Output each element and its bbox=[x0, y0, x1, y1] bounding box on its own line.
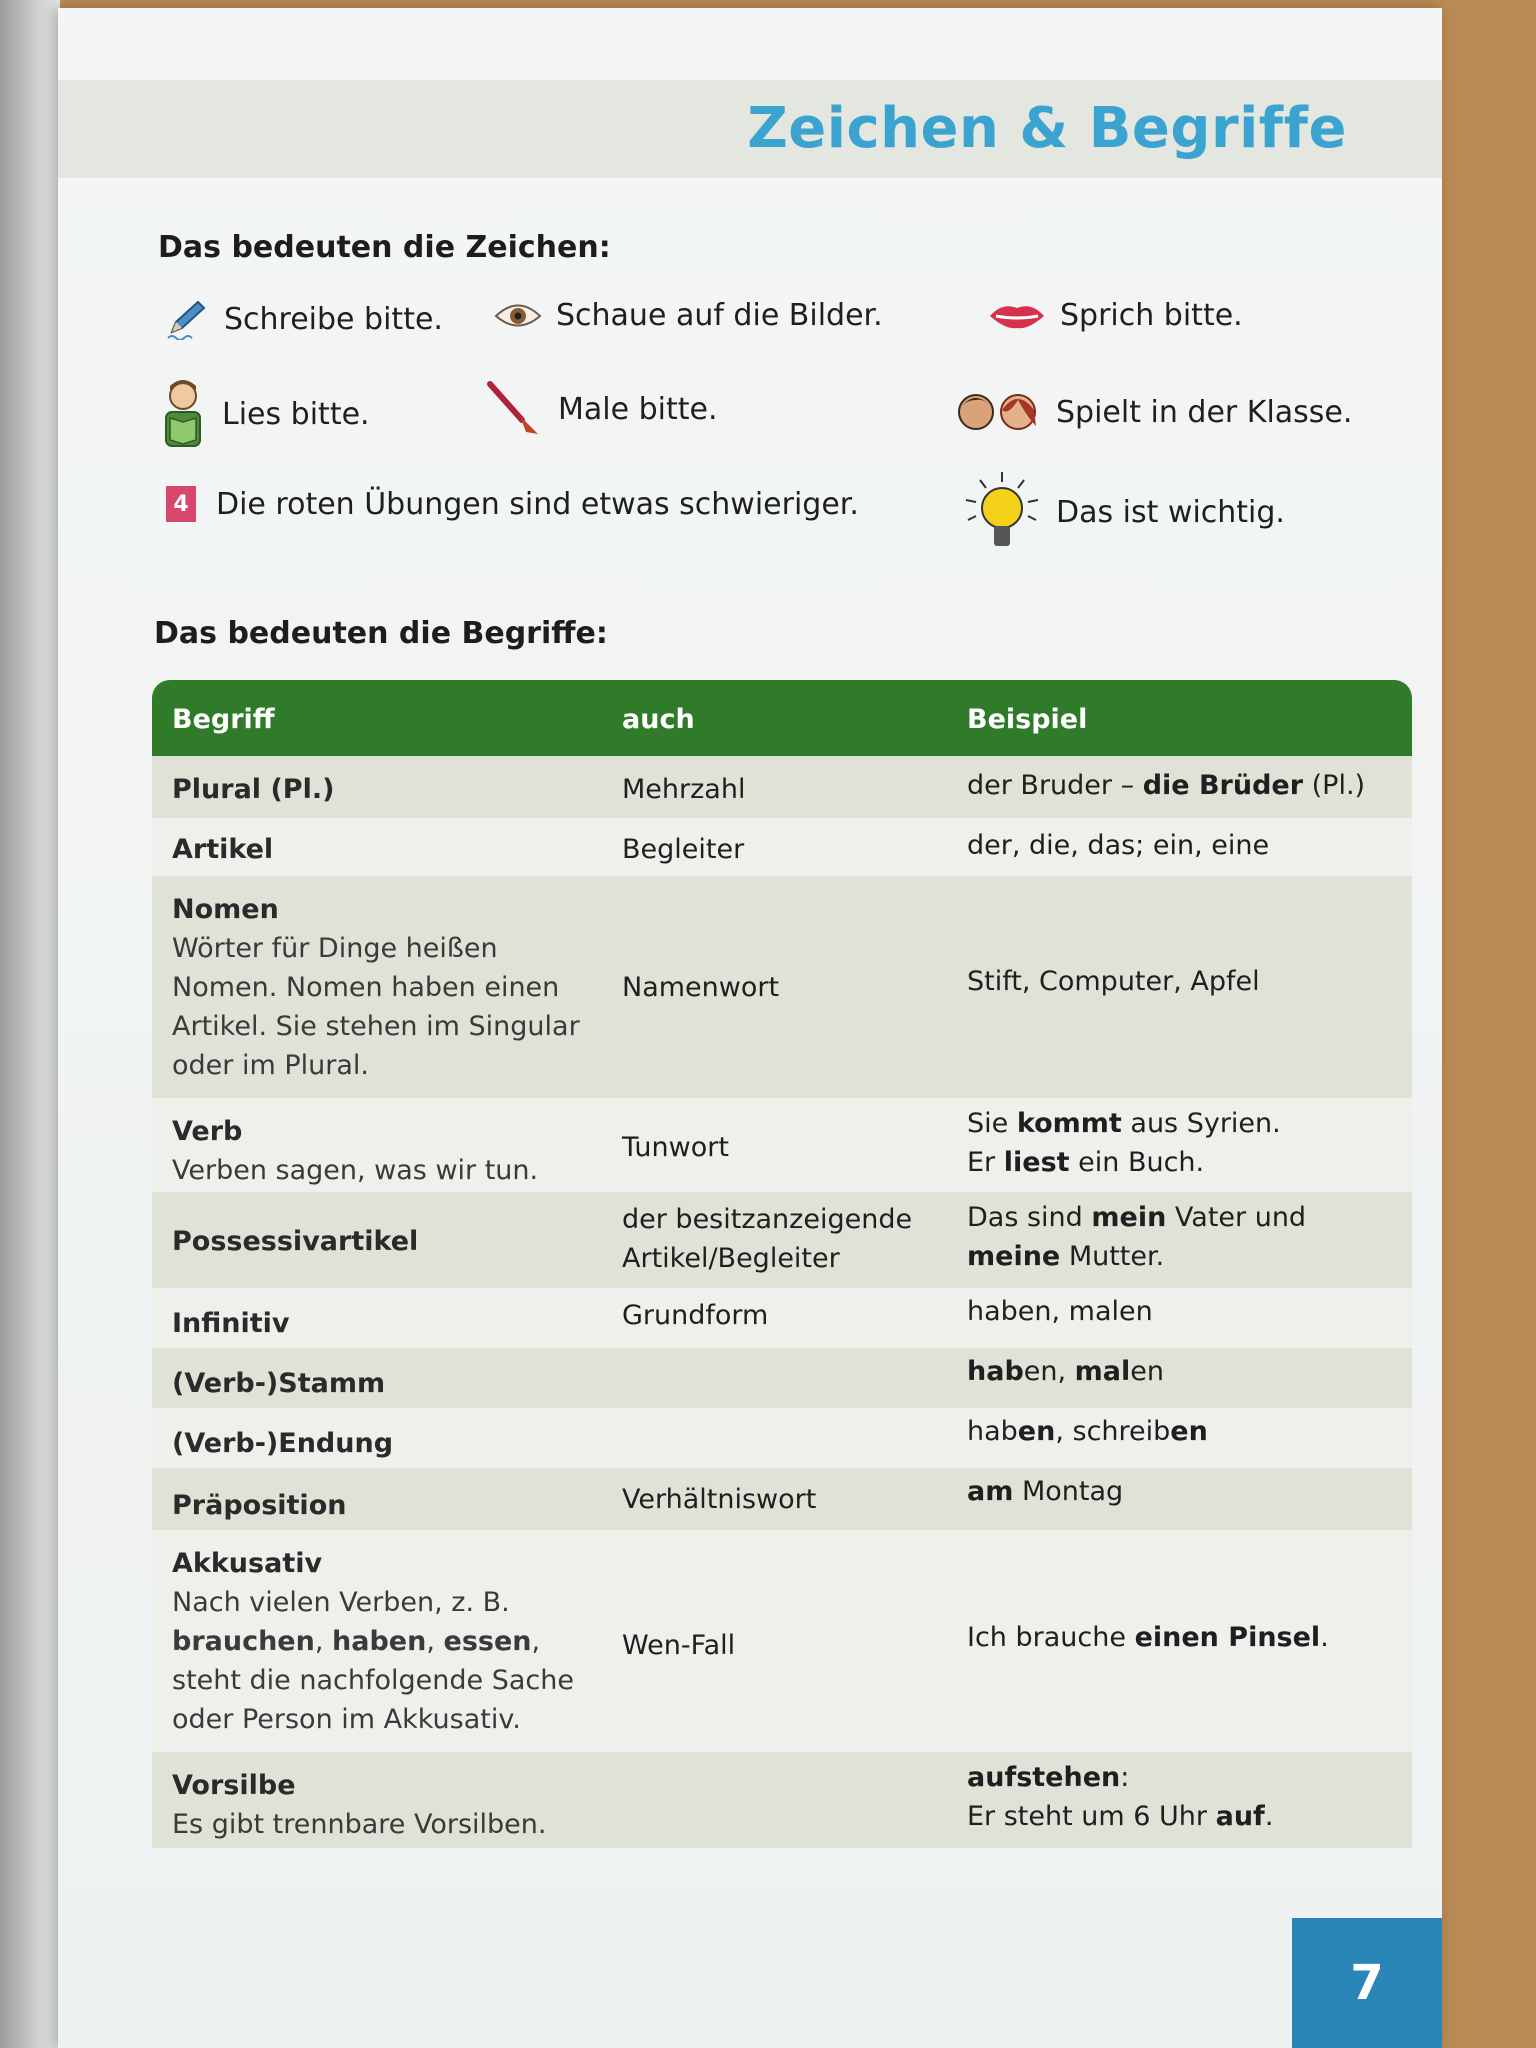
row-term-block bbox=[172, 1544, 602, 1739]
col-header-example: Beispiel bbox=[967, 704, 1088, 735]
sign-look-label: Schaue auf die Bilder. bbox=[556, 298, 883, 333]
row-desc: Verben sagen, was wir tun. bbox=[172, 1155, 539, 1186]
row-example: Sie kommt aus Syrien. Er liest ein Buch. bbox=[967, 1108, 1281, 1178]
row-desc: oder Person im Akkusativ. bbox=[172, 1704, 521, 1735]
row-desc: oder im Plural. bbox=[172, 1050, 369, 1081]
row-term: (Verb-)Stamm bbox=[172, 1368, 386, 1399]
table-row bbox=[152, 1468, 1412, 1530]
row-example: haben, schreiben bbox=[967, 1416, 1208, 1447]
row-also: Mehrzahl bbox=[622, 774, 746, 805]
row-term: Verb bbox=[172, 1116, 243, 1147]
sign-look bbox=[494, 298, 883, 333]
col-header-term: Begriff bbox=[172, 704, 275, 735]
sign-speak bbox=[988, 298, 1243, 333]
table-row bbox=[152, 1408, 1412, 1468]
table-row bbox=[152, 1348, 1412, 1408]
row-also: Verhältniswort bbox=[622, 1484, 817, 1515]
sign-red-exercises-label: Die roten Übungen sind etwas schwieriger. bbox=[216, 486, 859, 522]
col-header-also: auch bbox=[622, 704, 695, 735]
table-row bbox=[152, 876, 1412, 1098]
sign-paint-label: Male bitte. bbox=[558, 391, 718, 427]
book-gutter bbox=[0, 0, 60, 2048]
row-example: aufstehen: Er steht um 6 Uhr auf. bbox=[967, 1762, 1274, 1832]
row-also: Namenwort bbox=[622, 972, 780, 1003]
sign-red-exercises bbox=[166, 486, 859, 522]
row-example: am Montag bbox=[967, 1476, 1124, 1507]
row-example: der, die, das; ein, eine bbox=[967, 830, 1270, 861]
row-term-block bbox=[172, 890, 602, 1085]
row-also: der besitzanzeigende Artikel/Begleiter bbox=[622, 1204, 913, 1274]
row-term: (Verb-)Endung bbox=[172, 1428, 394, 1459]
row-example: Das sind mein Vater und meine Mutter. bbox=[967, 1202, 1307, 1272]
signs-heading: Das bedeuten die Zeichen: bbox=[158, 230, 611, 265]
red-exercise-badge: 4 bbox=[166, 486, 196, 522]
table-row bbox=[152, 818, 1412, 876]
sign-important bbox=[962, 470, 1285, 554]
table-row bbox=[152, 756, 1412, 818]
row-term: Possessivartikel bbox=[172, 1226, 419, 1257]
sign-paint bbox=[486, 380, 718, 438]
row-example: haben, malen bbox=[967, 1356, 1165, 1387]
row-desc: Nomen. Nomen haben einen bbox=[172, 972, 560, 1003]
table-row bbox=[152, 1752, 1412, 1848]
table-row bbox=[152, 1192, 1412, 1288]
reading-child-icon bbox=[158, 378, 208, 450]
sign-write bbox=[166, 298, 443, 340]
terms-heading: Das bedeuten die Begriffe: bbox=[154, 616, 608, 651]
book-page bbox=[58, 8, 1442, 2048]
paintbrush-icon bbox=[486, 380, 544, 438]
row-desc: steht die nachfolgende Sache bbox=[172, 1665, 574, 1696]
row-desc: Es gibt trennbare Vorsilben. bbox=[172, 1809, 547, 1840]
table-row bbox=[152, 1098, 1412, 1192]
row-term-block bbox=[172, 1766, 602, 1844]
sign-speak-label: Sprich bitte. bbox=[1060, 298, 1243, 333]
row-example: der Bruder – die Brüder (Pl.) bbox=[967, 770, 1366, 801]
row-also: Wen-Fall bbox=[622, 1630, 736, 1661]
row-term: Artikel bbox=[172, 834, 274, 865]
sign-important-label: Das ist wichtig. bbox=[1056, 494, 1285, 530]
row-desc: brauchen, haben, essen, bbox=[172, 1626, 541, 1657]
row-desc: Wörter für Dinge heißen bbox=[172, 933, 498, 964]
sign-play-label: Spielt in der Klasse. bbox=[1056, 394, 1353, 430]
row-example: haben, malen bbox=[967, 1296, 1153, 1327]
row-also: Grundform bbox=[622, 1300, 769, 1331]
row-example: Stift, Computer, Apfel bbox=[967, 966, 1260, 997]
page-title: Zeichen & Begriffe bbox=[747, 96, 1347, 161]
row-desc: Nach vielen Verben, z. B. bbox=[172, 1587, 510, 1618]
sign-read-label: Lies bitte. bbox=[222, 396, 370, 432]
row-term: Präposition bbox=[172, 1490, 347, 1521]
row-desc: Artikel. Sie stehen im Singular bbox=[172, 1011, 580, 1042]
sign-read bbox=[158, 378, 370, 450]
row-term: Nomen bbox=[172, 894, 279, 925]
row-also: Tunwort bbox=[622, 1132, 729, 1163]
table-header bbox=[152, 680, 1412, 756]
row-term: Plural (Pl.) bbox=[172, 774, 335, 805]
row-term: Vorsilbe bbox=[172, 1770, 296, 1801]
two-people-icon bbox=[954, 388, 1042, 436]
terms-table bbox=[152, 680, 1412, 1848]
table-row bbox=[152, 1530, 1412, 1752]
row-example: Ich brauche einen Pinsel. bbox=[967, 1622, 1329, 1653]
row-term: Infinitiv bbox=[172, 1308, 290, 1339]
sign-write-label: Schreibe bitte. bbox=[224, 301, 443, 337]
lightbulb-icon bbox=[962, 470, 1042, 554]
page-number: 7 bbox=[1292, 1918, 1442, 2048]
sign-play bbox=[954, 388, 1352, 436]
row-also: Begleiter bbox=[622, 834, 745, 865]
pencil-icon bbox=[166, 298, 210, 340]
mouth-icon bbox=[988, 300, 1046, 332]
row-term-block bbox=[172, 1112, 602, 1190]
row-term: Akkusativ bbox=[172, 1548, 323, 1579]
table-row bbox=[152, 1288, 1412, 1348]
eye-icon bbox=[494, 299, 542, 333]
